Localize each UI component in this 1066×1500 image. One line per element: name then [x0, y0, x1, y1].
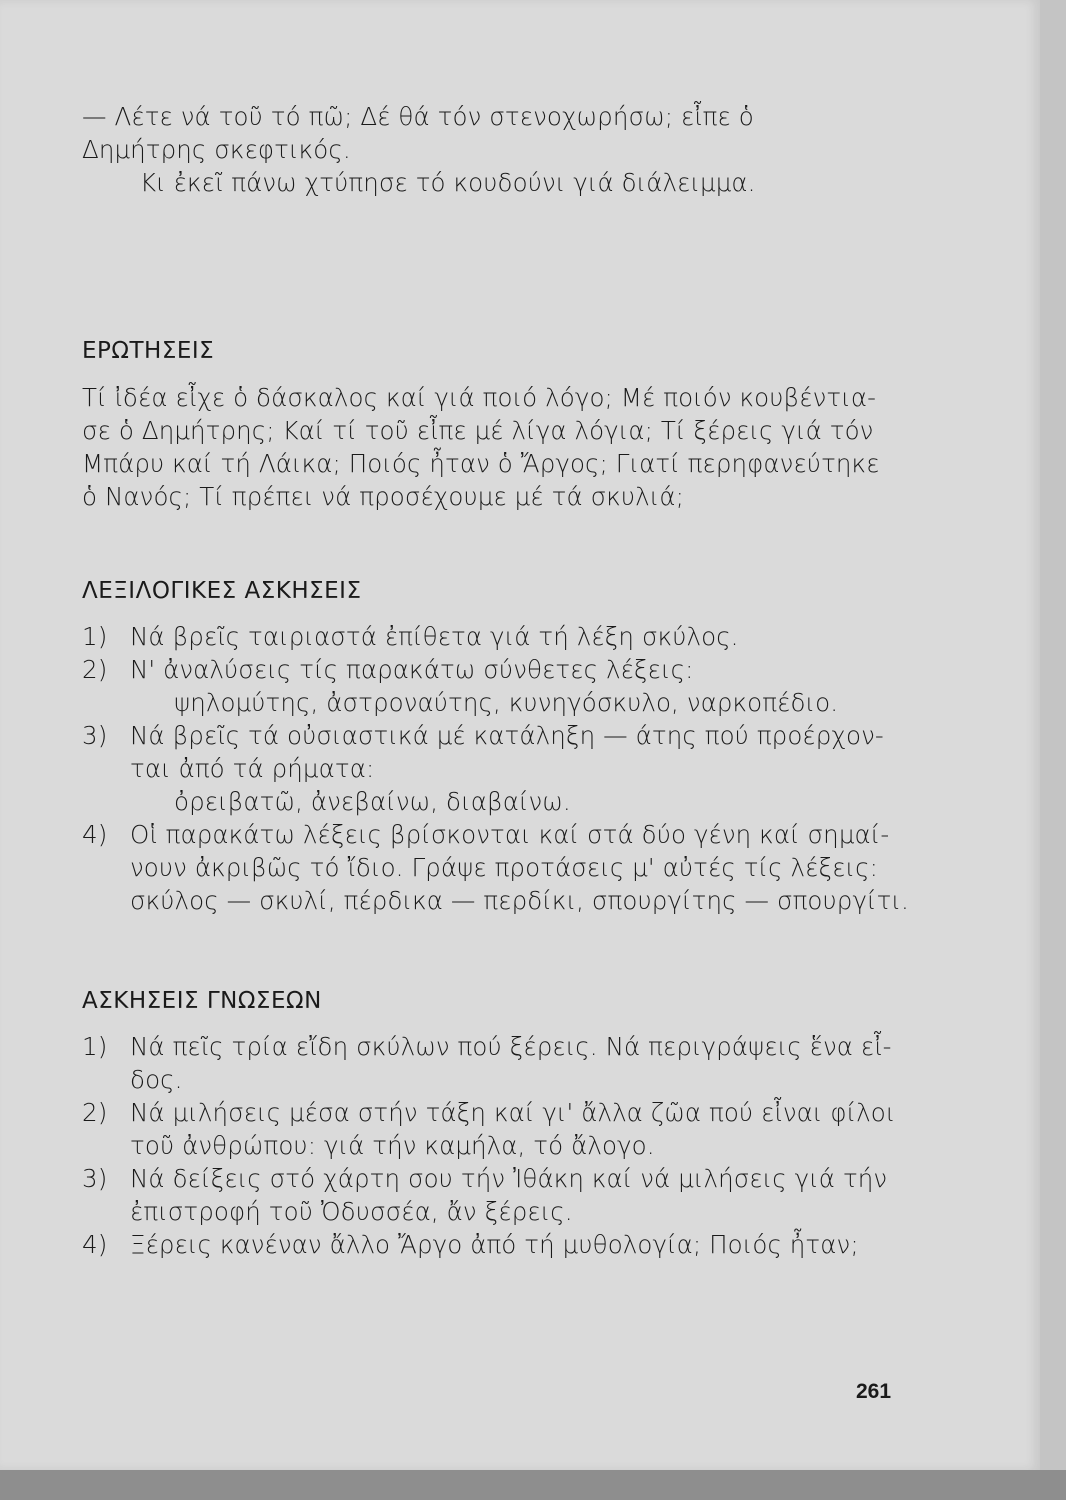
item-text: Νά πεῖς τρία εἴδη σκύλων πού ξέρεις. Νά περιγράψεις ἕνα εἶ-: [130, 1032, 892, 1061]
knowledge-list: [82, 1030, 902, 1261]
item-number: 3): [82, 1164, 108, 1193]
list-item: [82, 620, 902, 653]
vocabulary-list: [82, 620, 909, 917]
intro-line: Κι ἐκεῖ πάνω χτύπησε τό κουδούνι γιά διάλειμμα.: [140, 168, 756, 197]
item-number: 1): [82, 1032, 108, 1061]
item-text: Ν' ἀναλύσεις τίς παρακάτω σύνθετες λέξεις:: [130, 655, 694, 684]
item-subtext: ψηλομύτης, ἀστροναύτης, κυνηγόσκυλο, ναρκοπέδιο.: [174, 688, 839, 717]
scan-background: [0, 1470, 1066, 1500]
intro-line: — Λέτε νά τοῦ τό πῶ; Δέ θά τόν στενοχωρήσω; εἶπε ὁ: [82, 102, 754, 131]
questions-paragraph: [82, 381, 902, 513]
questions-line: ὁ Νανός; Τί πρέπει νά προσέχουμε μέ τά σκυλιά;: [82, 482, 684, 511]
page-number: 261: [856, 1380, 892, 1403]
list-item: [82, 719, 902, 752]
item-text: Νά βρεῖς τά οὐσιαστικά μέ κατάληξη — άτης πού προέρχον-: [130, 721, 884, 750]
item-text: νουν ἀκριβῶς τό ἴδιο. Γράψε προτάσεις μ' αὐτές τίς λέξεις:: [130, 853, 878, 882]
page-edge: [1040, 0, 1066, 1470]
vocabulary-heading: ΛΕΞΙΛΟΓΙΚΕΣ ΑΣΚΗΣΕΙΣ: [82, 578, 362, 604]
item-number: 3): [82, 721, 108, 750]
item-text: Νά βρεῖς ταιριαστά ἐπίθετα γιά τή λέξη σκύλος.: [130, 622, 739, 651]
list-item: [82, 1030, 902, 1063]
item-text: Οἱ παρακάτω λέξεις βρίσκονται καί στά δύο γένη καί σημαί-: [130, 820, 890, 849]
intro-line: Δημήτρης σκεφτικός.: [82, 135, 351, 164]
item-text: Νά μιλήσεις μέσα στήν τάξη καί γι' ἄλλα ζῶα πού εἶναι φίλοι: [130, 1098, 896, 1127]
item-text: σκύλος — σκυλί, πέρδικα — περδίκι, σπουργίτης — σπουργίτι.: [130, 886, 909, 915]
questions-line: Τί ἰδέα εἶχε ὁ δάσκαλος καί γιά ποιό λόγο; Μέ ποιόν κουβέντια-: [82, 383, 877, 412]
list-item: [82, 653, 902, 686]
list-item: [82, 1162, 902, 1195]
questions-line: σε ὁ Δημήτρης; Καί τί τοῦ εἶπε μέ λίγα λόγια; Τί ξέρεις γιά τόν: [82, 416, 874, 445]
questions-heading: ΕΡΩΤΗΣΕΙΣ: [82, 338, 215, 364]
item-number: 4): [82, 1230, 108, 1259]
questions-line: Μπάρυ καί τή Λάικα; Ποιός ἦταν ὁ Ἄργος; Γιατί περηφανεύτηκε: [82, 449, 880, 478]
knowledge-heading: ΑΣΚΗΣΕΙΣ ΓΝΩΣΕΩΝ: [82, 988, 322, 1014]
intro-paragraph: [82, 100, 902, 199]
item-text: δος.: [130, 1065, 183, 1094]
item-subtext: ὀρειβατῶ, ἀνεβαίνω, διαβαίνω.: [174, 787, 571, 816]
item-text: ἐπιστροφή τοῦ Ὀδυσσέα, ἄν ξέρεις.: [130, 1197, 573, 1226]
item-number: 2): [82, 1098, 108, 1127]
item-text: τοῦ ἀνθρώπου: γιά τήν καμήλα, τό ἄλογο.: [130, 1131, 655, 1160]
item-number: 2): [82, 655, 108, 684]
list-item: [82, 818, 902, 851]
list-item: [82, 1096, 902, 1129]
item-text: Νά δείξεις στό χάρτη σου τήν Ἰθάκη καί νά μιλήσεις γιά τήν: [130, 1164, 888, 1193]
item-number: 4): [82, 820, 108, 849]
list-item: [82, 1228, 902, 1261]
item-text: ται ἀπό τά ρήματα:: [130, 754, 375, 783]
item-text: Ξέρεις κανέναν ἄλλο Ἄργο ἀπό τή μυθολογία; Ποιός ἦταν;: [130, 1230, 859, 1259]
item-number: 1): [82, 622, 108, 651]
